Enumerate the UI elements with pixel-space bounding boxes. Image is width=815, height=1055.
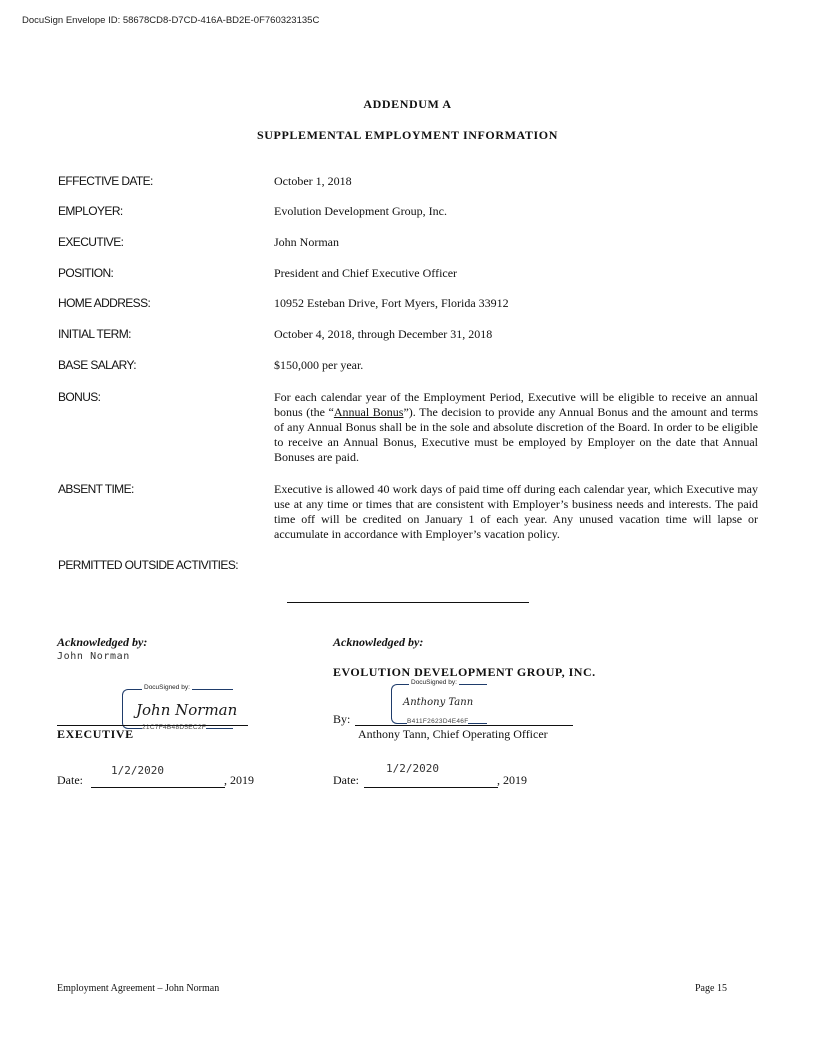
- home-address-label: HOME ADDRESS:: [58, 296, 151, 310]
- right-docusigned-caption: DocuSigned by:: [411, 679, 457, 686]
- right-by-label: By:: [333, 712, 351, 726]
- footer-title: Employment Agreement – John Norman: [57, 983, 220, 994]
- left-printed-name: John Norman: [57, 651, 130, 662]
- envelope-id: DocuSign Envelope ID: 58678CD8-D7CD-416A-BD2E-0F760323135C: [22, 15, 320, 26]
- employer-value: Evolution Development Group, Inc.: [274, 204, 447, 218]
- left-acknowledged: Acknowledged by:: [57, 635, 148, 649]
- right-date-line: [364, 787, 498, 788]
- absent-time-paragraph: Executive is allowed 40 work days of paid time off during each calendar year, which Executive may use at any time or times that are consistent with Employer’s business needs and interests. The paid time off will be credited on January 1 of each year. Any unused vacation time will lapse or accumulate in accordance with Employer’s vacation policy.: [274, 482, 758, 541]
- right-docusign-block: [391, 679, 501, 725]
- page-subtitle: SUPPLEMENTAL EMPLOYMENT INFORMATION: [256, 128, 558, 142]
- separator-line: [287, 602, 529, 603]
- right-year-suffix: , 2019: [497, 773, 527, 787]
- page-title: ADDENDUM A: [363, 97, 452, 111]
- bonus-paragraph: [274, 390, 758, 465]
- permitted-outside-label: PERMITTED OUTSIDE ACTIVITIES:: [58, 558, 238, 572]
- bonus-text-after: ”). The decision to provide any Annual Bonus and the amount and terms of any Annual Bonus shall be in the sole and absolute discretion of the Board. In order to be eligible to receive an Annual Bonus, Executive must be employed by Employer on the date that Annual Bonuses are paid.: [274, 405, 759, 464]
- right-signature-id: B411F2623D4E46F: [407, 718, 469, 725]
- right-signature: Anthony Tann: [403, 697, 474, 708]
- base-salary-value: $150,000 per year.: [274, 358, 364, 372]
- position-label: POSITION:: [58, 266, 114, 280]
- home-address-value: 10952 Esteban Drive, Fort Myers, Florida 33912: [274, 296, 509, 310]
- left-role: EXECUTIVE: [57, 727, 134, 741]
- effective-date-value: October 1, 2018: [274, 174, 352, 188]
- right-date-label: Date:: [333, 773, 359, 787]
- left-date-label: Date:: [57, 773, 83, 787]
- effective-date-label: EFFECTIVE DATE:: [58, 174, 153, 188]
- absent-time-label: ABSENT TIME:: [58, 482, 134, 496]
- left-signature-line: [57, 725, 248, 726]
- right-signer: Anthony Tann, Chief Operating Officer: [358, 727, 548, 741]
- right-signature-line: [355, 725, 573, 726]
- employer-label: EMPLOYER:: [58, 204, 123, 218]
- executive-value: John Norman: [274, 235, 339, 249]
- bonus-defined-term: Annual Bonus: [333, 405, 404, 419]
- left-signature-id: 21C7F4B48D5EC2F: [142, 724, 207, 731]
- right-acknowledged: Acknowledged by:: [333, 635, 424, 649]
- right-date-value: 1/2/2020: [386, 762, 439, 775]
- left-date-value: 1/2/2020: [111, 764, 164, 777]
- bonus-label: BONUS:: [58, 390, 101, 404]
- left-docusign-block: [122, 684, 247, 731]
- left-date-line: [91, 787, 225, 788]
- initial-term-value: October 4, 2018, through December 31, 2018: [274, 327, 493, 341]
- initial-term-label: INITIAL TERM:: [58, 327, 131, 341]
- position-value: President and Chief Executive Officer: [274, 266, 458, 280]
- left-signature: John Norman: [136, 701, 238, 719]
- left-docusigned-caption: DocuSigned by:: [144, 684, 190, 691]
- page-number: Page 15: [695, 983, 727, 994]
- bonus-text-before: For each calendar year of the Employment Period, Executive will be eligible to receive an annual bonus (the “: [274, 390, 758, 419]
- base-salary-label: BASE SALARY:: [58, 358, 136, 372]
- executive-label: EXECUTIVE:: [58, 235, 124, 249]
- left-year-suffix: , 2019: [224, 773, 254, 787]
- right-company: EVOLUTION DEVELOPMENT GROUP, INC.: [333, 665, 596, 679]
